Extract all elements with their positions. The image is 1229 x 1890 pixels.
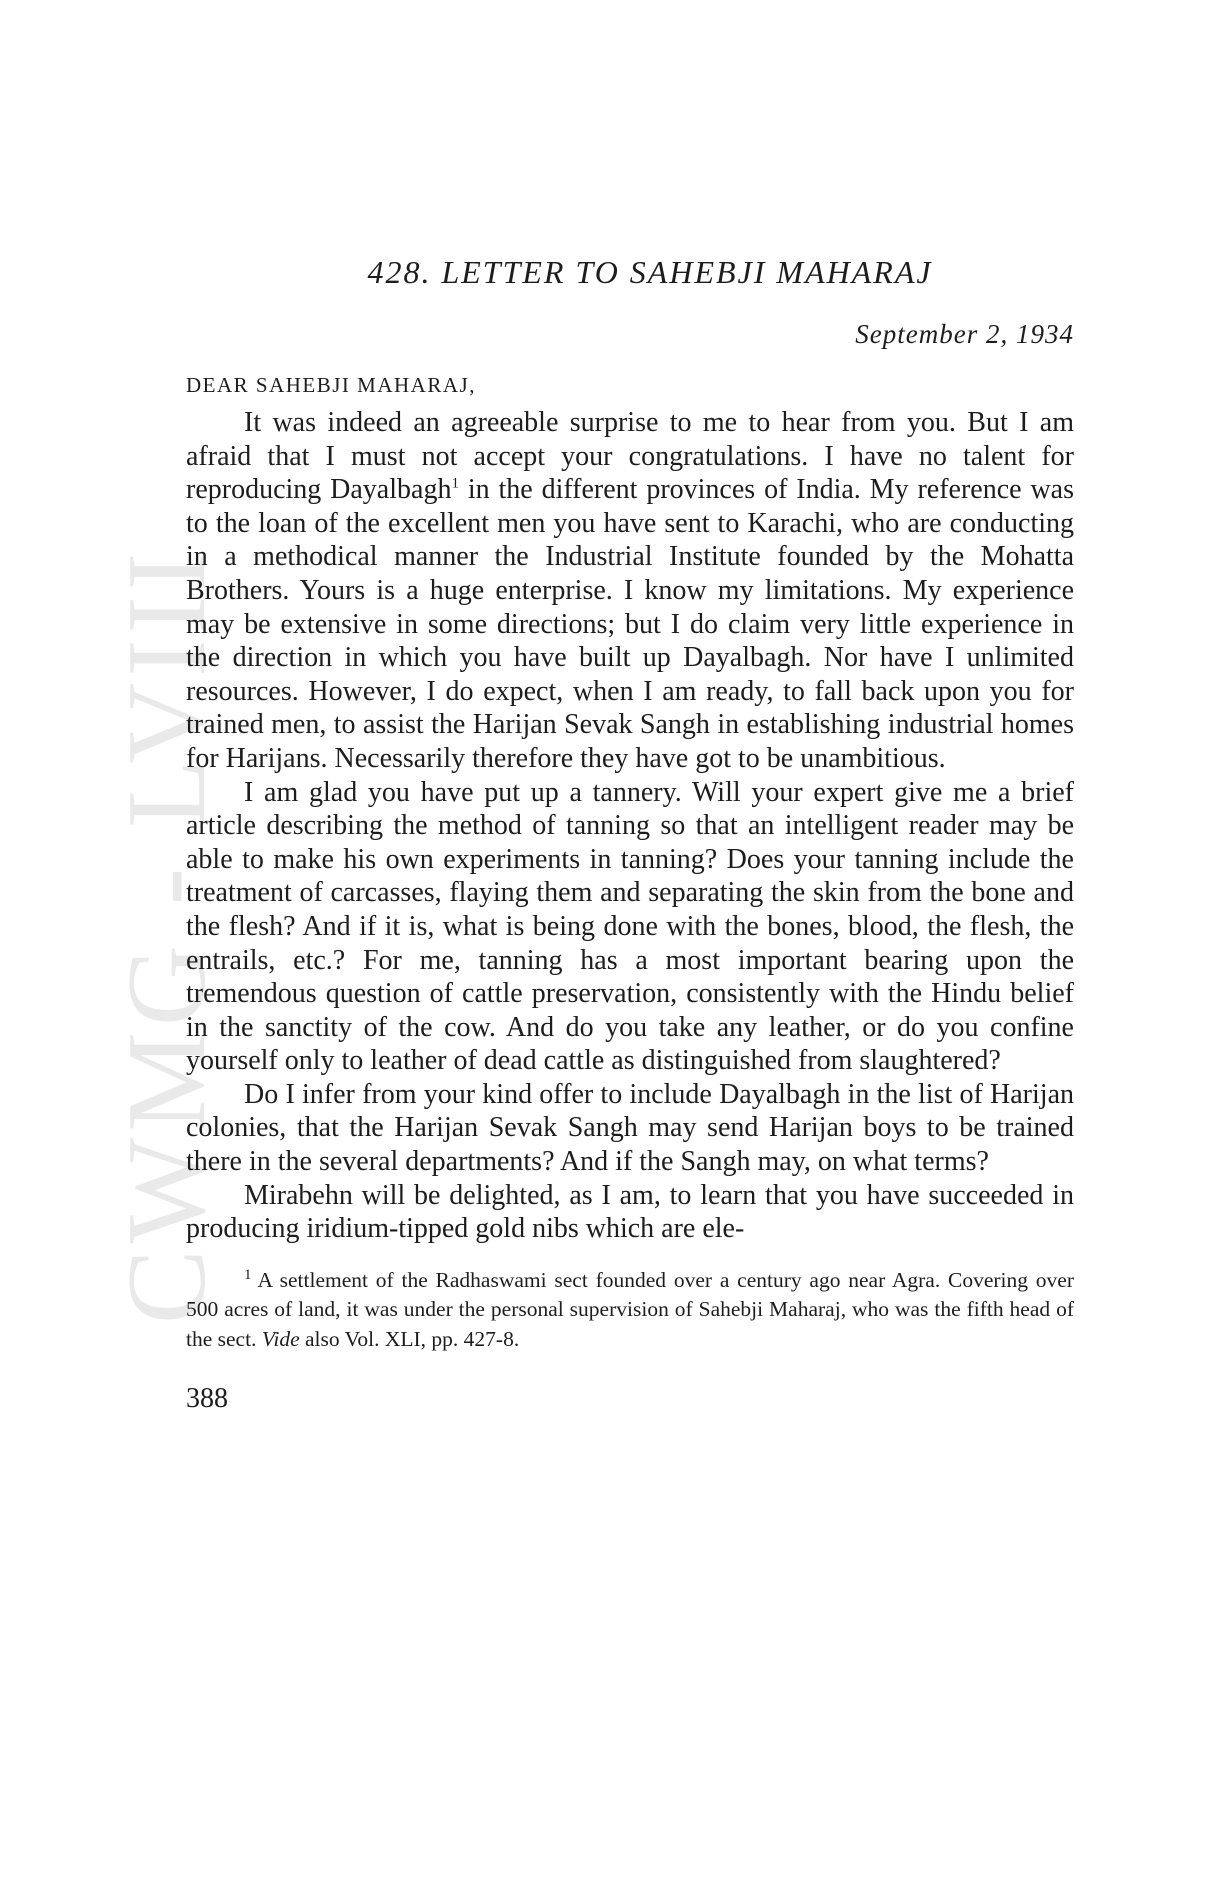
paragraph-1-text-continued: in the different provinces of India. My reference was to the loan of the excellent men you have sent to Karachi, who are conducting in a methodical manner the Industrial Institute founded by the Mohatta Brothers. Yours is a huge enterprise. I know my limitations. My experience may be extensive in some directions; but I do claim very little experience in the direction in which you have built up Dayalbagh. Nor have I unlimited resources. However, I do expect, when I am ready, to fall back upon you for trained men, to assist the Harijan Sevak Sangh in establishing industrial homes for Harijans. Necessarily therefore they have got to be unambitious. — [186, 474, 1074, 774]
letter-body — [186, 406, 1074, 1246]
salutation: DEAR SAHEBJI MAHARAJ, — [186, 373, 476, 397]
footnotes — [186, 1266, 1074, 1355]
page-content — [186, 252, 1074, 1417]
footnote-mark: 1 — [244, 1266, 252, 1283]
footnote-text-continued: also Vol. XLI, pp. 427-8. — [299, 1327, 520, 1352]
paragraph-2: I am glad you have put up a tannery. Will your expert give me a brief article describing the method of tanning so that an intelligent reader may be able to make his own experiments in tanning? Does your tanning include the treatment of carcasses, flaying them and separating the skin from the bone and the flesh? And if it is, what is being done with the bones, blood, the flesh, the entrails, etc.? For me, tanning has a most important bearing upon the tremendous question of cattle preservation, consistently with the Hindu belief in the sanctity of the cow. And do you take any leather, or do you confine yourself only to leather of dead cattle as distinguished from slaughtered? — [186, 776, 1074, 1077]
paragraph-4: Mirabehn will be delighted, as I am, to learn that you have succeeded in producing iridium-tipped gold nibs which are ele- — [186, 1179, 1074, 1245]
footnote-reference[interactable]: 1 — [451, 475, 459, 492]
page-number: 388 — [186, 1382, 228, 1414]
paragraph-1 — [186, 406, 1074, 776]
paragraph-1-text: It was indeed an agreeable surprise to me to hear from you. But I am afraid that I must not accept your congratulations. I have no talent for reproducing Dayalbagh — [186, 407, 1074, 506]
paragraph-3: Do I infer from your kind offer to include Dayalbagh in the list of Harijan colonies, that the Harijan Sevak Sangh may send Harijan boys to be trained there in the several departments? And if the Sangh may, on what terms? — [186, 1078, 1074, 1178]
watermark-text: CWMG - LVIII — [105, 546, 230, 1324]
footnote-italic: Vide — [261, 1327, 300, 1352]
footnote-1 — [186, 1266, 1074, 1355]
letter-title: 428. LETTER TO SAHEBJI MAHARAJ — [367, 254, 933, 290]
letter-date: September 2, 1934 — [855, 319, 1074, 349]
footnote-text: A settlement of the Radhaswami sect founded over a century ago near Agra. Covering over 500 acres of land, it was under the personal supervision of Sahebji Maharaj, who was the fifth head of the sect. — [186, 1267, 1074, 1352]
